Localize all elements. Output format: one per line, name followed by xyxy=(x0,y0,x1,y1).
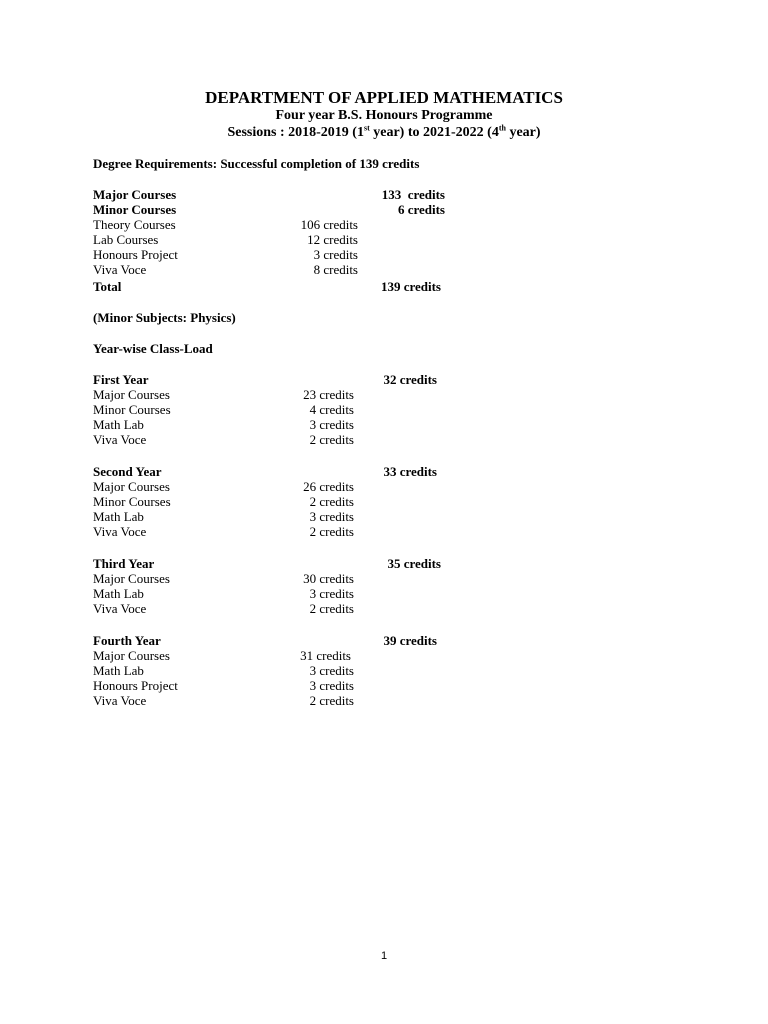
year-total: 33 credits xyxy=(383,464,437,479)
year-item-label: Math Lab xyxy=(93,417,144,432)
minor-courses-label: Minor Courses xyxy=(93,202,177,217)
year-item-value: 3 credits xyxy=(309,417,354,432)
year-item-label: Viva Voce xyxy=(93,432,147,447)
summary-item-project-label: Honours Project xyxy=(93,247,178,262)
summary-item-theory-label: Theory Courses xyxy=(93,217,176,232)
sessions-sup-fourth: th xyxy=(498,123,506,133)
year-item-value: 4 credits xyxy=(309,402,354,417)
year-item-value: 2 credits xyxy=(309,432,354,447)
year-title: First Year xyxy=(93,372,149,387)
summary-item-lab-label: Lab Courses xyxy=(93,232,159,247)
summary-item-project-value: 3 credits xyxy=(313,247,358,262)
year-item-value: 2 credits xyxy=(309,601,354,616)
sessions-prefix: Sessions : 2018-2019 (1 xyxy=(227,125,364,140)
year-total: 32 credits xyxy=(383,372,437,387)
department-title: DEPARTMENT OF APPLIED MATHEMATICS xyxy=(205,88,563,107)
summary-item-viva-label: Viva Voce xyxy=(93,262,147,277)
year-item-label: Minor Courses xyxy=(93,494,171,509)
year-item-value: 2 credits xyxy=(309,693,354,708)
sessions-line xyxy=(0,125,768,141)
year-item-label: Math Lab xyxy=(93,509,144,524)
year-title: Fourth Year xyxy=(93,633,161,648)
year-total: 39 credits xyxy=(383,633,437,648)
sessions-mid: year) to 2021-2022 (4 xyxy=(369,125,499,140)
year-item-value: 3 credits xyxy=(309,509,354,524)
programme-subtitle: Four year B.S. Honours Programme xyxy=(275,108,493,123)
year-total: 35 credits xyxy=(387,556,441,571)
year-item-label: Major Courses xyxy=(93,571,170,586)
minor-courses-value: 6 credits xyxy=(397,202,445,217)
page-number: 1 xyxy=(380,950,388,962)
year-item-label: Major Courses xyxy=(93,387,170,402)
major-courses-value: 133 credits xyxy=(381,187,445,202)
summary-item-viva-value: 8 credits xyxy=(313,262,358,277)
year-item-value: 30 credits xyxy=(303,571,354,586)
minor-subjects: (Minor Subjects: Physics) xyxy=(93,310,236,325)
major-courses-label: Major Courses xyxy=(93,187,177,202)
year-item-value: 2 credits xyxy=(309,524,354,539)
year-item-label: Viva Voce xyxy=(93,693,147,708)
year-item-label: Viva Voce xyxy=(93,524,147,539)
sessions-sup-first: st xyxy=(363,123,370,133)
summary-total-label: Total xyxy=(93,279,122,294)
year-item-value: 3 credits xyxy=(309,586,354,601)
year-item-value: 3 credits xyxy=(309,678,354,693)
year-item-label: Major Courses xyxy=(93,648,170,663)
year-item-label: Honours Project xyxy=(93,678,178,693)
year-title: Third Year xyxy=(93,556,155,571)
degree-requirements: Degree Requirements: Successful completion of 139 credits xyxy=(93,156,420,171)
year-title: Second Year xyxy=(93,464,162,479)
sessions-suffix: year) xyxy=(505,125,541,140)
year-item-label: Math Lab xyxy=(93,586,144,601)
year-item-value: 31 credits xyxy=(300,648,351,663)
year-item-value: 2 credits xyxy=(309,494,354,509)
year-item-value: 3 credits xyxy=(309,663,354,678)
year-item-value: 23 credits xyxy=(303,387,354,402)
year-item-value: 26 credits xyxy=(303,479,354,494)
summary-item-theory-value: 106 credits xyxy=(300,217,358,232)
year-item-label: Minor Courses xyxy=(93,402,171,417)
classload-heading: Year-wise Class-Load xyxy=(93,341,213,356)
summary-item-lab-value: 12 credits xyxy=(307,232,358,247)
year-item-label: Major Courses xyxy=(93,479,170,494)
year-item-label: Viva Voce xyxy=(93,601,147,616)
year-item-label: Math Lab xyxy=(93,663,144,678)
summary-total-value: 139 credits xyxy=(380,279,441,294)
